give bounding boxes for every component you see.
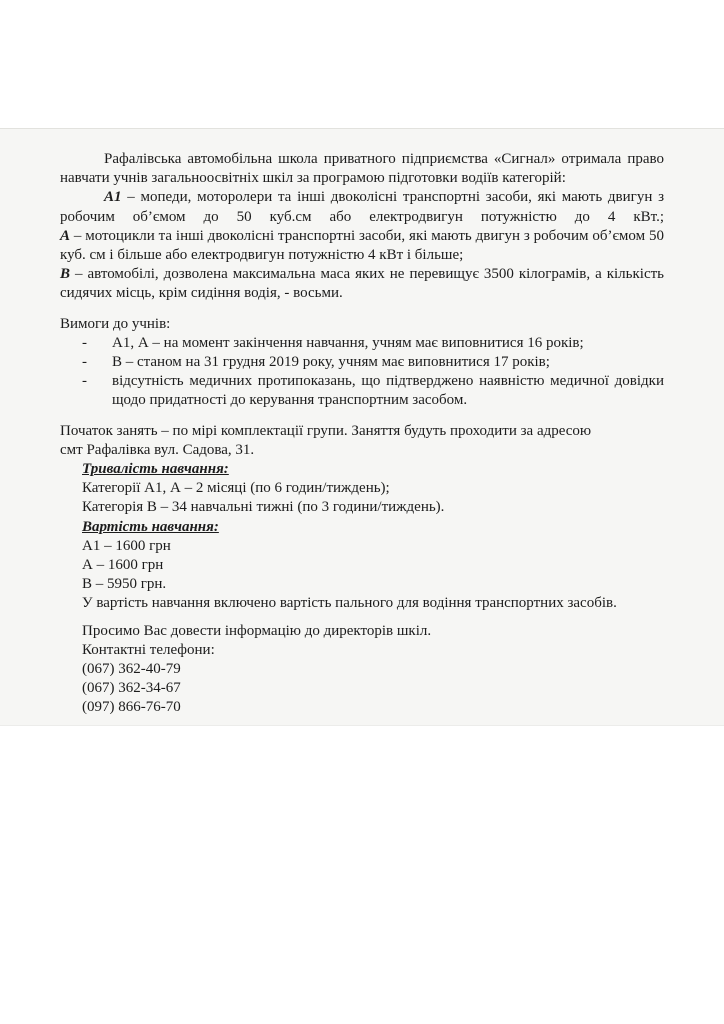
start-line: Початок занять – по мірі комплектації групи. Заняття будуть проходити за адресою	[60, 422, 592, 439]
duration-title: Тривалість навчання:	[82, 461, 229, 478]
intro-paragraph: Рафалівська автомобільна школа приватного підприємства «Сигнал» отримала право навчати учнів загальноосвітніх шкіл за програмою підготовки водіїв категорій:	[60, 151, 664, 187]
requirements-list	[60, 334, 664, 411]
cost-item: А1 – 1600 грн	[82, 537, 171, 554]
list-item: - відсутність медичних протипоказань, що підтверджено наявністю медичної довідки щодо придатності до керування транспортним засобом.	[82, 372, 664, 410]
phone-number: (067) 362-34-67	[82, 680, 181, 697]
list-item: - А1, А – на момент закінчення навчання, учням має виповнитися 16 років;	[82, 334, 664, 353]
requirements-title: Вимоги до учнів:	[60, 315, 171, 332]
cost-note: У вартість навчання включено вартість пального для водіння транспортних засобів.	[82, 595, 617, 612]
duration-item: Категорія В – 34 навчальні тижні (по 3 години/тиждень).	[82, 499, 445, 516]
duration-item: Категорії А1, А – 2 місяці (по 6 годин/тиждень);	[82, 480, 390, 497]
category-label: А	[60, 227, 71, 244]
category-text: – мопеди, моторолери та інші двоколісні транспортні засоби, які мають двигун з робочим об’ємом до 50 куб.см або електродвигун потужністю до 4 кВт.;	[60, 189, 664, 225]
contacts-title: Контактні телефони:	[82, 641, 215, 658]
phone-number: (067) 362-40-79	[82, 661, 181, 678]
category-text: – автомобілі, дозволена максимальна маса яких не перевищує 3500 кілограмів, а кількість сидячих місць, крім сидіння водія, - восьми.	[60, 266, 664, 302]
cost-item: А – 1600 грн	[82, 557, 164, 574]
list-item: - В – станом на 31 грудня 2019 року, учням має виповнитися 17 років;	[82, 353, 664, 372]
document-body	[60, 150, 664, 718]
request-line: Просимо Вас довести інформацію до директорів шкіл.	[82, 622, 432, 639]
phone-number: (097) 866-76-70	[82, 699, 181, 716]
category-a1	[60, 188, 664, 226]
category-text: – мотоцикли та інші двоколісні транспортні засоби, які мають двигун з робочим об’ємом 50 куб. см і більше або електродвигун потужністю 4 кВт і більше;	[60, 227, 664, 264]
category-label: А1	[104, 189, 122, 206]
address-line: смт Рафалівка вул. Садова, 31.	[60, 441, 255, 458]
category-b	[60, 265, 664, 303]
cost-title: Вартість навчання:	[82, 518, 219, 535]
category-label: В	[60, 266, 71, 283]
category-a	[60, 227, 664, 265]
cost-item: В – 5950 грн.	[82, 576, 167, 593]
